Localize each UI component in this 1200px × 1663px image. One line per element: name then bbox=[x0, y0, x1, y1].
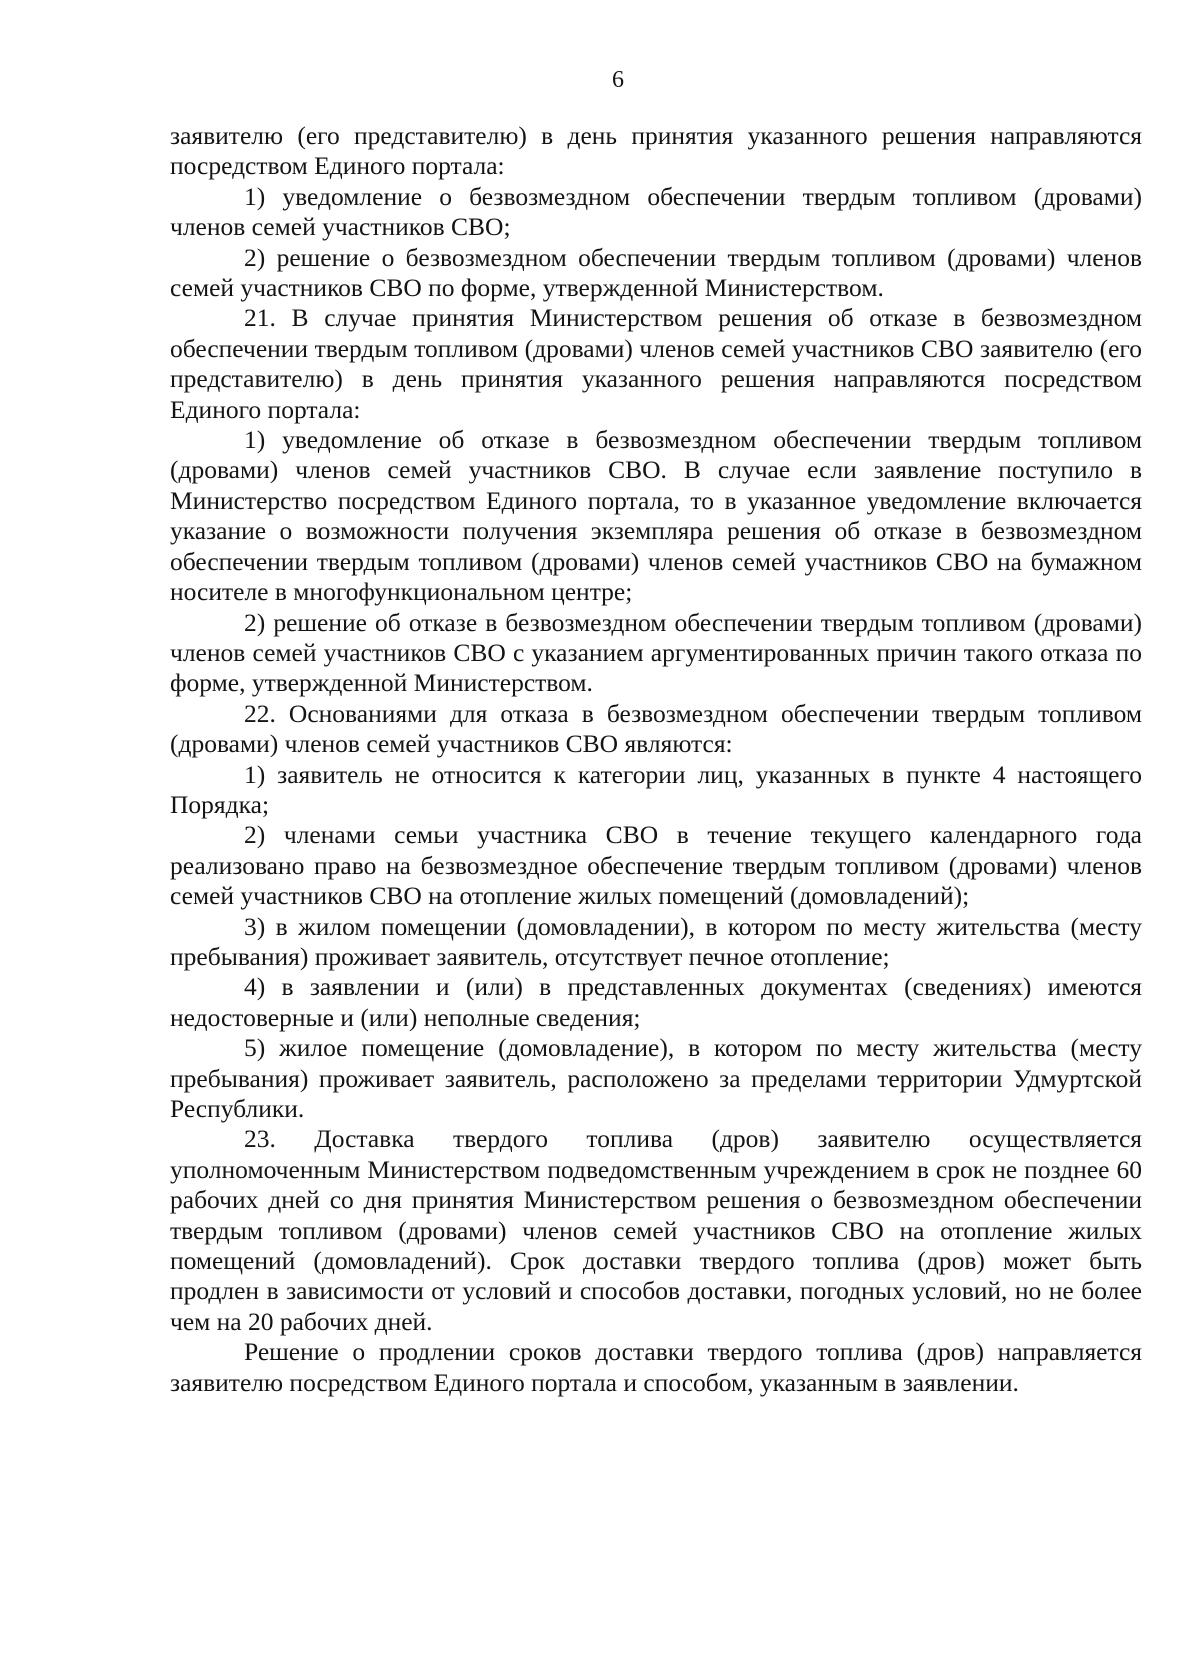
paragraph-23: 23. Доставка твердого топлива (дров) заявителю осуществляется уполномоченным Министерством подведомственным учреждением в срок не позднее 60 рабочих дней со дня принятия Министерством решения о безвозмездном обеспечении твердым топливом (дровами) членов семей участников СВО на отопление жилых помещений (домовладений). Срок доставки твердого топлива (дров) может быть продлен в зависимости от условий и способов доставки, погодных условий, но не более чем на 20 рабочих дней. bbox=[170, 1124, 1142, 1336]
paragraph-20-item-2: 2) решение о безвозмездном обеспечении твердым топливом (дровами) членов семей участников СВО по форме, утвержденной Министерством. bbox=[170, 242, 1142, 303]
paragraph-22-item-4: 4) в заявлении и (или) в представленных документах (сведениях) имеются недостоверные и (или) неполные сведения; bbox=[170, 972, 1142, 1032]
document-body bbox=[170, 121, 1142, 1398]
paragraph-continuation: заявителю (его представителю) в день принятия указанного решения направляются посредством Единого портала: bbox=[170, 121, 1142, 181]
paragraph-22-item-2: 2) членами семьи участника СВО в течение текущего календарного года реализовано право на безвозмездное обеспечение твердым топливом (дровами) членов семей участников СВО на отопление жилых помещений (домовладений); bbox=[170, 820, 1142, 911]
paragraph-22-item-1: 1) заявитель не относится к категории лиц, указанных в пункте 4 настоящего Порядка; bbox=[170, 759, 1142, 819]
paragraph-23-extension: Решение о продлении сроков доставки твердого топлива (дров) направляется заявителю посредством Единого портала и способом, указанным в заявлении. bbox=[170, 1337, 1142, 1397]
page-number: 6 bbox=[612, 67, 624, 93]
paragraph-21-item-2: 2) решение об отказе в безвозмездном обеспечении твердым топливом (дровами) членов семей участников СВО с указанием аргументированных причин такого отказа по форме, утвержденной Министерством. bbox=[170, 607, 1142, 698]
paragraph-20-item-1: 1) уведомление о безвозмездном обеспечении твердым топливом (дровами) членов семей участников СВО; bbox=[170, 181, 1142, 242]
paragraph-21-item-1: 1) уведомление об отказе в безвозмездном обеспечении твердым топливом (дровами) членов семей участников СВО. В случае если заявление поступило в Министерство посредством Единого портала, то в указанное уведомление включается указание о возможности получения экземпляра решения об отказе в безвозмездном обеспечении твердым топливом (дровами) членов семей участников СВО на бумажном носителе в многофункциональном центре; bbox=[170, 425, 1142, 607]
paragraph-22-item-5: 5) жилое помещение (домовладение), в котором по месту жительства (месту пребывания) проживает заявитель, расположено за пределами территории Удмуртской Республики. bbox=[170, 1033, 1142, 1123]
paragraph-22: 22. Основаниями для отказа в безвозмездном обеспечении твердым топливом (дровами) членов семей участников СВО являются: bbox=[170, 698, 1142, 759]
paragraph-21: 21. В случае принятия Министерством решения об отказе в безвозмездном обеспечении твердым топливом (дровами) членов семей участников СВО заявителю (его представителю) в день принятия указанного решения направляются посредством Единого портала: bbox=[170, 303, 1142, 424]
paragraph-22-item-3: 3) в жилом помещении (домовладении), в котором по месту жительства (месту пребывания) проживает заявитель, отсутствует печное отопление; bbox=[170, 911, 1142, 971]
